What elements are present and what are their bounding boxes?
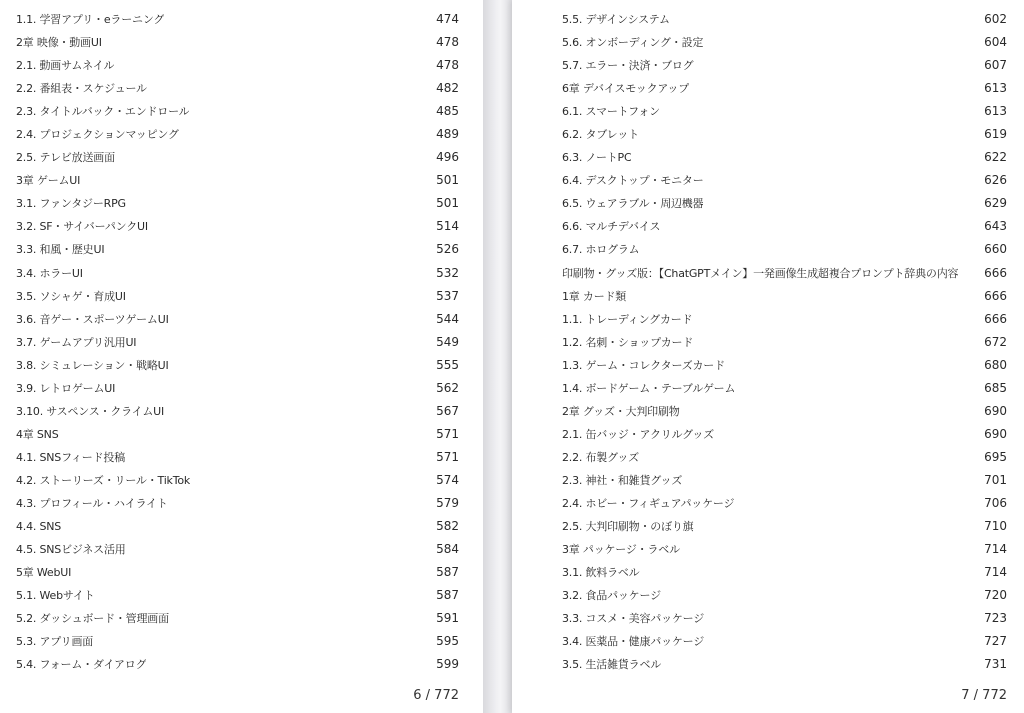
toc-list-right — [562, 8, 1007, 676]
toc-entry-title: 6.3. ノートPC — [562, 151, 632, 165]
toc-entry-page-number: 555 — [436, 357, 459, 372]
toc-entry[interactable] — [16, 354, 459, 377]
toc-entry[interactable] — [16, 561, 459, 584]
toc-entry-page-number: 602 — [984, 12, 1007, 27]
toc-entry-page-number: 714 — [984, 542, 1007, 557]
toc-entry[interactable] — [16, 31, 459, 54]
toc-entry[interactable] — [16, 515, 459, 538]
toc-entry[interactable] — [562, 169, 1007, 192]
toc-entry-title: 1.2. 名刺・ショップカード — [562, 335, 694, 349]
toc-entry[interactable] — [562, 630, 1007, 653]
toc-entry-title: 3.4. 医薬品・健康パッケージ — [562, 635, 705, 649]
toc-entry-page-number: 571 — [436, 426, 459, 441]
toc-entry[interactable] — [562, 423, 1007, 446]
toc-page-right — [512, 0, 1024, 713]
toc-entry-title: 1章 カード類 — [562, 289, 627, 303]
toc-entry[interactable] — [16, 8, 459, 31]
toc-entry-page-number: 501 — [436, 173, 459, 188]
toc-entry-title: 5章 WebUI — [16, 566, 72, 580]
toc-entry-title: 3.5. ソシャゲ・育成UI — [16, 289, 126, 303]
toc-entry[interactable] — [562, 354, 1007, 377]
toc-entry-title: 印刷物・グッズ版：【ChatGPTメイン】一発画像生成超複合プロンプト辞典の内容 — [562, 266, 959, 280]
toc-entry-page-number: 478 — [436, 58, 459, 73]
toc-entry-page-number: 706 — [984, 496, 1007, 510]
toc-entry[interactable] — [16, 331, 459, 354]
toc-entry-page-number: 549 — [436, 334, 459, 349]
toc-entry-title: 3.6. 音ゲー・スポーツゲームUI — [16, 312, 169, 326]
toc-entry-title: 2.2. 布製グッズ — [562, 450, 639, 464]
toc-entry-title: 1.1. 学習アプリ・eラーニング — [16, 13, 165, 27]
toc-entry[interactable] — [562, 400, 1007, 423]
toc-entry-title: 5.2. ダッシュボード・管理画面 — [16, 612, 169, 626]
toc-entry-title: 2.1. 缶バッジ・アクリルグッズ — [562, 427, 714, 441]
toc-entry-title: 6.7. ホログラム — [562, 243, 640, 257]
toc-entry-title: 3.5. 生活雑貨ラベル — [562, 658, 662, 672]
toc-entry-title: 3.2. 食品パッケージ — [562, 589, 661, 603]
toc-entry-page-number: 571 — [436, 449, 459, 464]
toc-entry-page-number: 482 — [436, 81, 459, 96]
toc-entry[interactable] — [16, 607, 459, 630]
toc-entry-page-number: 626 — [984, 173, 1007, 188]
toc-entry-title: 3.4. ホラーUI — [16, 266, 83, 280]
toc-entry-page-number: 604 — [984, 35, 1007, 50]
toc-entry-page-number: 501 — [436, 196, 459, 211]
toc-entry[interactable] — [562, 561, 1007, 584]
toc-entry-page-number: 720 — [984, 588, 1007, 603]
toc-entry-page-number: 643 — [984, 219, 1007, 234]
toc-entry[interactable] — [562, 377, 1007, 400]
toc-entry-title: 3.3. コスメ・美容パッケージ — [562, 612, 705, 626]
toc-entry-page-number: 579 — [436, 496, 459, 510]
toc-entry[interactable] — [562, 469, 1007, 492]
toc-entry-title: 3章 パッケージ・ラベル — [562, 543, 680, 557]
toc-entry-page-number: 574 — [436, 472, 459, 487]
toc-entry[interactable] — [16, 100, 459, 123]
toc-entry-title: 3.8. シミュレーション・戦略UI — [16, 358, 169, 372]
toc-entry-title: 2.5. 大判印刷物・のぼり旗 — [562, 520, 694, 534]
toc-entry[interactable] — [562, 584, 1007, 607]
toc-entry[interactable] — [16, 538, 459, 561]
toc-entry[interactable] — [16, 238, 459, 261]
toc-entry-title: 5.4. フォーム・ダイアログ — [16, 658, 147, 672]
toc-entry-page-number: 690 — [984, 426, 1007, 441]
toc-entry[interactable] — [16, 169, 459, 192]
toc-entry[interactable] — [16, 630, 459, 653]
toc-entry-title: 4.4. SNS — [16, 520, 62, 534]
toc-entry-page-number: 526 — [436, 242, 459, 257]
toc-entry-page-number: 619 — [984, 127, 1007, 142]
toc-entry-page-number: 584 — [436, 542, 459, 557]
toc-entry-page-number: 723 — [984, 611, 1007, 626]
toc-entry-title: 2章 グッズ・大判印刷物 — [562, 404, 680, 418]
toc-entry-title: 6.2. タブレット — [562, 128, 639, 142]
toc-entry-title: 1.4. ボードゲーム・テーブルゲーム — [562, 381, 736, 395]
toc-entry-title: 2.5. テレビ放送画面 — [16, 151, 115, 165]
toc-entry-title: 3.7. ゲームアプリ汎用UI — [16, 335, 137, 349]
toc-entry-page-number: 613 — [984, 81, 1007, 96]
toc-entry-page-number: 666 — [984, 311, 1007, 326]
toc-entry-page-number: 629 — [984, 196, 1007, 211]
toc-entry[interactable] — [16, 192, 459, 215]
toc-entry[interactable] — [562, 446, 1007, 469]
toc-entry-page-number: 660 — [984, 242, 1007, 257]
toc-entry[interactable] — [562, 331, 1007, 354]
toc-entry-page-number: 544 — [436, 311, 459, 326]
toc-entry[interactable] — [16, 262, 459, 285]
toc-entry[interactable] — [16, 215, 459, 238]
toc-entry-title: 6.6. マルチデバイス — [562, 220, 661, 234]
toc-entry-title: 2.3. 神社・和雑貨グッズ — [562, 473, 683, 487]
toc-entry-title: 4章 SNS — [16, 427, 59, 441]
toc-entry[interactable] — [16, 54, 459, 77]
toc-entry-title: 4.5. SNSビジネス活用 — [16, 543, 126, 557]
toc-entry-page-number: 685 — [984, 380, 1007, 395]
toc-entry-page-number: 489 — [436, 127, 459, 142]
toc-entry-page-number: 474 — [436, 12, 459, 27]
toc-entry[interactable] — [562, 77, 1007, 100]
toc-entry-page-number: 595 — [436, 634, 459, 649]
toc-entry-page-number: 727 — [984, 634, 1007, 649]
toc-entry-page-number: 613 — [984, 104, 1007, 119]
toc-entry-page-number: 514 — [436, 219, 459, 234]
toc-entry-title: 5.6. オンボーディング・設定 — [562, 36, 704, 50]
toc-entry-title: 3章 ゲームUI — [16, 174, 81, 188]
toc-entry-page-number: 537 — [436, 288, 459, 303]
toc-entry-title: 4.1. SNSフィード投稿 — [16, 450, 125, 464]
toc-entry[interactable] — [562, 8, 1007, 31]
toc-entry[interactable] — [562, 123, 1007, 146]
toc-entry-title: 5.1. Webサイト — [16, 589, 95, 603]
toc-entry-title: 6.4. デスクトップ・モニター — [562, 174, 704, 188]
toc-entry[interactable] — [562, 262, 1007, 285]
toc-entry[interactable] — [16, 123, 459, 146]
toc-entry-page-number: 680 — [984, 357, 1007, 372]
page-number-footer-left: 6 / 772 — [413, 688, 459, 703]
toc-entry[interactable] — [562, 607, 1007, 630]
toc-entry-page-number: 695 — [984, 449, 1007, 464]
toc-entry[interactable] — [562, 100, 1007, 123]
toc-entry[interactable] — [562, 285, 1007, 308]
toc-entry-title: 2.4. プロジェクションマッピング — [16, 128, 179, 142]
toc-entry-page-number: 701 — [984, 472, 1007, 487]
toc-entry-page-number: 587 — [436, 565, 459, 580]
toc-entry-page-number: 607 — [984, 58, 1007, 73]
toc-entry-title: 3.1. 飲料ラベル — [562, 566, 640, 580]
toc-entry-page-number: 562 — [436, 380, 459, 395]
toc-entry-title: 3.3. 和風・歴史UI — [16, 243, 105, 257]
toc-entry-title: 5.7. エラー・決済・ブログ — [562, 59, 694, 73]
toc-entry[interactable] — [16, 146, 459, 169]
toc-entry-page-number: 567 — [436, 403, 459, 418]
toc-entry-title: 6章 デバイスモックアップ — [562, 82, 690, 96]
toc-entry-title: 2.4. ホビー・フィギュアパッケージ — [562, 497, 735, 510]
toc-entry[interactable] — [16, 584, 459, 607]
toc-entry-title: 3.10. サスペンス・クライムUI — [16, 404, 165, 418]
toc-entry-page-number: 599 — [436, 657, 459, 672]
toc-entry-title: 6.5. ウェアラブル・周辺機器 — [562, 197, 704, 211]
toc-entry-page-number: 690 — [984, 403, 1007, 418]
toc-entry[interactable] — [562, 653, 1007, 676]
toc-entry-title: 5.5. デザインシステム — [562, 13, 670, 27]
toc-entry[interactable] — [16, 285, 459, 308]
toc-entry-page-number: 591 — [436, 611, 459, 626]
toc-entry[interactable] — [16, 400, 459, 423]
toc-entry[interactable] — [16, 492, 459, 515]
toc-entry[interactable] — [562, 146, 1007, 169]
toc-entry[interactable] — [16, 77, 459, 100]
toc-entry-page-number: 731 — [984, 657, 1007, 672]
toc-entry-title: 4.2. ストーリーズ・リール・TikTok — [16, 473, 191, 487]
toc-entry[interactable] — [16, 308, 459, 331]
toc-entry-page-number: 710 — [984, 519, 1007, 534]
toc-entry[interactable] — [562, 31, 1007, 54]
toc-entry-page-number: 666 — [984, 265, 1007, 280]
toc-entry-page-number: 496 — [436, 150, 459, 165]
toc-entry-title: 5.3. アプリ画面 — [16, 635, 94, 649]
toc-entry[interactable] — [16, 469, 459, 492]
toc-entry[interactable] — [562, 515, 1007, 538]
toc-entry[interactable] — [16, 446, 459, 469]
toc-entry-title: 3.1. ファンタジーRPG — [16, 197, 126, 211]
toc-entry-page-number: 714 — [984, 565, 1007, 580]
toc-entry-title: 2.1. 動画サムネイル — [16, 59, 115, 73]
toc-entry[interactable] — [16, 653, 459, 676]
toc-entry-title: 4.3. プロフィール・ハイライト — [16, 497, 168, 510]
toc-entry-title: 1.3. ゲーム・コレクターズカード — [562, 358, 725, 372]
toc-entry-page-number: 622 — [984, 150, 1007, 165]
toc-entry[interactable] — [562, 238, 1007, 261]
toc-entry-page-number: 672 — [984, 334, 1007, 349]
toc-entry[interactable] — [562, 54, 1007, 77]
toc-entry[interactable] — [16, 377, 459, 400]
page-gutter — [483, 0, 512, 713]
toc-entry-title: 2.3. タイトルバック・エンドロール — [16, 105, 190, 119]
toc-entry-title: 6.1. スマートフォン — [562, 105, 660, 119]
toc-entry-page-number: 485 — [436, 104, 459, 119]
toc-entry-title: 3.9. レトロゲームUI — [16, 381, 116, 395]
toc-entry-page-number: 587 — [436, 588, 459, 603]
toc-entry[interactable] — [16, 423, 459, 446]
toc-entry-title: 1.1. トレーディングカード — [562, 312, 693, 326]
toc-entry-page-number: 582 — [436, 519, 459, 534]
toc-entry[interactable] — [562, 308, 1007, 331]
toc-entry-page-number: 478 — [436, 35, 459, 50]
toc-entry[interactable] — [562, 192, 1007, 215]
toc-entry-page-number: 666 — [984, 288, 1007, 303]
toc-entry[interactable] — [562, 538, 1007, 561]
toc-entry-title: 2.2. 番組表・スケジュール — [16, 82, 147, 96]
toc-page-left — [0, 0, 483, 713]
toc-entry[interactable] — [562, 215, 1007, 238]
page-number-footer-right: 7 / 772 — [961, 688, 1007, 703]
toc-entry[interactable] — [562, 492, 1007, 515]
toc-list-left — [16, 8, 459, 676]
toc-entry-title: 3.2. SF・サイバーパンクUI — [16, 220, 148, 234]
toc-entry-title: 2章 映像・動画UI — [16, 36, 102, 50]
toc-entry-page-number: 532 — [436, 265, 459, 280]
